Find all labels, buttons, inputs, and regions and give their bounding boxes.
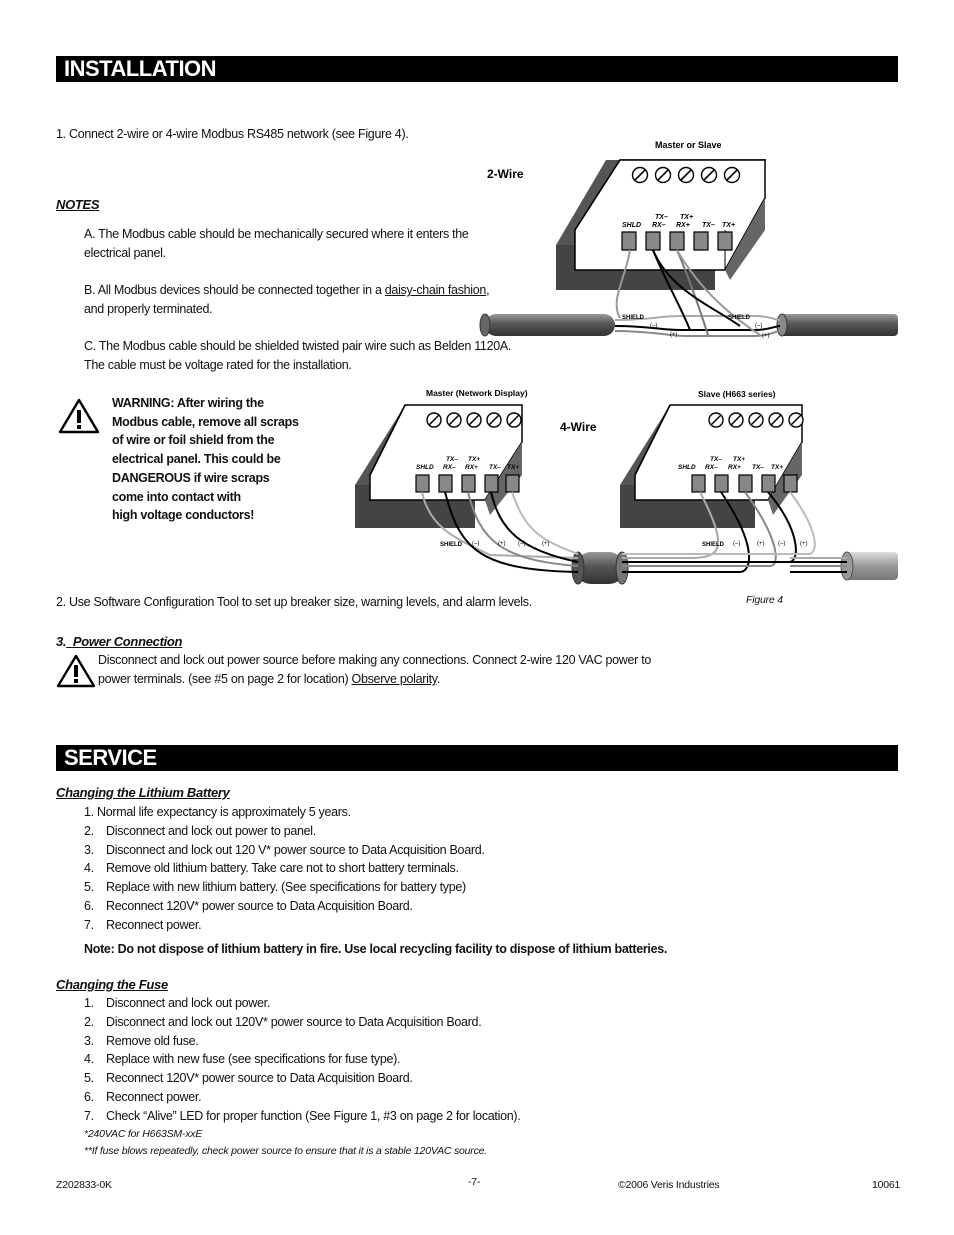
list-item <box>84 994 520 1013</box>
note-b-suffix: , <box>486 283 490 297</box>
step-number: 5. <box>84 880 94 895</box>
warning-line: high voltage conductors! <box>112 508 255 523</box>
power-line2 <box>98 670 440 689</box>
plus-label: (+) <box>757 541 765 547</box>
list-item <box>84 803 485 822</box>
term-tx-plus-top: TX+ <box>680 214 694 221</box>
plus-label: (+) <box>498 541 506 547</box>
cable-4wire-right <box>841 552 898 580</box>
step-number: 2. <box>84 823 94 838</box>
note-c-line2: The cable must be voltage rated for the installation. <box>84 358 352 372</box>
step-number: 5. <box>84 1071 94 1086</box>
warning-block <box>112 394 299 525</box>
list-item <box>84 822 485 841</box>
fuse-step-text: Disconnect and lock out power. <box>106 996 271 1010</box>
note-c-line1: C. The Modbus cable should be shielded twisted pair wire such as Belden 1120A. <box>84 339 512 353</box>
list-item <box>84 1088 520 1107</box>
fuse-step-text: Replace with new fuse (see specifications for fuse type). <box>106 1052 401 1067</box>
power-heading-number: 3. <box>56 634 67 649</box>
warning-line: come into contact with <box>112 489 241 504</box>
step-number: 1. <box>84 996 94 1010</box>
term-rx-minus: RX– <box>443 464 456 471</box>
minus-label: (–) <box>650 323 658 329</box>
master-network-label: Master (Network Display) <box>426 388 528 398</box>
list-item <box>84 878 485 897</box>
battery-step-text: Replace with new lithium battery. (See specifications for battery type) <box>106 880 466 895</box>
step-number: 6. <box>84 898 94 913</box>
list-item <box>84 916 485 935</box>
term-tx-minus-top: TX– <box>446 456 458 463</box>
fuse-steps-list <box>84 994 520 1126</box>
step-2-text: 2. Use Software Configuration Tool to set up breaker size, warning levels, and alarm levels. <box>56 595 532 609</box>
note-a-line2: electrical panel. <box>84 246 166 260</box>
battery-steps-list <box>84 803 485 935</box>
observe-polarity-link[interactable]: Observe polarity <box>351 672 437 686</box>
warning-line: electrical panel. This could be <box>112 452 281 467</box>
term-tx-minus-top: TX– <box>710 456 722 463</box>
minus-label: (–) <box>755 323 763 329</box>
wiring-diagram-figure <box>350 130 900 615</box>
plus-label: (+) <box>670 332 678 338</box>
warning-line: DANGEROUS if wire scraps <box>112 470 270 485</box>
battery-step-text: Disconnect and lock out power to panel. <box>106 823 316 838</box>
service-header-band <box>56 745 898 771</box>
footnote-fuse: **If fuse blows repeatedly, check power source to ensure that it is a stable 120VAC source. <box>84 1145 487 1157</box>
power-line2-prefix: power terminals. (see #5 on page 2 for location) <box>98 672 352 686</box>
step-number: 7. <box>84 917 94 932</box>
term-tx-plus: TX+ <box>722 222 736 229</box>
power-line1: Disconnect and lock out power source before making any connections. Connect 2-wire 120 VAC power to <box>98 653 652 667</box>
two-wire-label: 2-Wire <box>487 167 524 181</box>
list-item <box>84 1107 520 1126</box>
note-b-prefix: B. All Modbus devices should be connected together in a <box>84 283 385 297</box>
note-b-line2: and properly terminated. <box>84 302 213 316</box>
list-item <box>84 1032 520 1051</box>
battery-disposal-note: Note: Do not dispose of lithium battery in fire. Use local recycling facility to dispose of lithium batteries. <box>84 942 668 956</box>
fuse-step-text: Reconnect 120V* power source to Data Acquisition Board. <box>106 1071 413 1086</box>
battery-step-text: Reconnect power. <box>106 917 202 932</box>
shield-label: SHIELD <box>622 315 645 321</box>
installation-header-band <box>56 56 898 82</box>
list-item <box>84 1069 520 1088</box>
term-tx-minus: TX– <box>702 222 715 229</box>
term-rx-plus: RX+ <box>728 464 741 471</box>
term-rx-plus: RX+ <box>465 464 478 471</box>
battery-step-text: Remove old lithium battery. Take care not to short battery terminals. <box>106 861 459 876</box>
plus-label: (+) <box>542 541 550 547</box>
term-rx-minus: RX– <box>652 222 666 229</box>
power-connection-heading <box>56 632 182 651</box>
copyright: ©2006 Veris Industries <box>618 1179 720 1191</box>
step-number: 3. <box>84 1033 94 1048</box>
power-heading-text: Power Connection <box>72 634 183 649</box>
plus-label: (+) <box>800 541 808 547</box>
minus-label: (–) <box>733 541 741 547</box>
footnote-240vac: *240VAC for H663SM-xxE <box>84 1128 203 1140</box>
list-item <box>84 1013 520 1032</box>
term-tx-minus: TX– <box>489 464 501 471</box>
battery-step-text: Disconnect and lock out 120 V* power source to Data Acquisition Board. <box>106 842 485 857</box>
step-number: 2. <box>84 1014 94 1029</box>
minus-label: (–) <box>472 541 480 547</box>
four-wire-label: 4-Wire <box>560 420 597 434</box>
step-1-text: 1. Connect 2-wire or 4-wire Modbus RS485 network (see Figure 4). <box>56 127 409 141</box>
step-number: 6. <box>84 1089 94 1104</box>
footer-code: 10061 <box>872 1179 901 1191</box>
term-tx-minus-top: TX– <box>655 214 668 221</box>
warning-icon <box>58 398 100 434</box>
cable-2wire-left <box>480 314 615 336</box>
shield-label: SHIELD <box>440 542 463 548</box>
step-number: 4. <box>84 1052 94 1067</box>
list-item <box>84 897 485 916</box>
term-tx-plus-top: TX+ <box>733 456 746 463</box>
page-number: -7- <box>468 1176 481 1188</box>
shield-label: SHIELD <box>702 542 725 548</box>
term-tx-plus-top: TX+ <box>468 456 481 463</box>
term-rx-minus: RX– <box>705 464 718 471</box>
term-shld: SHLD <box>622 222 642 229</box>
battery-step-text: 1. Normal life expectancy is approximately 5 years. <box>84 805 351 819</box>
warning-line: WARNING: After wiring the <box>112 396 264 410</box>
warning-icon <box>56 654 96 688</box>
doc-number: Z202833-0K <box>56 1179 112 1191</box>
note-a-line1: A. The Modbus cable should be mechanically secured where it enters the <box>84 227 469 241</box>
step-number: 3. <box>84 842 94 857</box>
service-title: SERVICE <box>64 745 157 770</box>
daisy-chain-link[interactable]: daisy-chain fashion <box>384 283 487 297</box>
term-tx-minus: TX– <box>752 464 764 471</box>
step-number: 7. <box>84 1108 94 1123</box>
term-tx-plus: TX+ <box>507 464 520 471</box>
plus-label: (+) <box>762 333 770 339</box>
term-shld: SHLD <box>678 464 696 471</box>
notes-heading: NOTES <box>56 197 100 212</box>
slave-h663-label: Slave (H663 series) <box>698 389 776 399</box>
power-line2-suffix: . <box>436 672 440 686</box>
fuse-step-text: Check “Alive” LED for proper function (See Figure 1, #3 on page 2 for location). <box>106 1108 521 1123</box>
term-tx-plus: TX+ <box>771 464 784 471</box>
installation-title: INSTALLATION <box>64 56 217 81</box>
master-or-slave-label: Master or Slave <box>655 140 722 150</box>
list-item <box>84 859 485 878</box>
warning-line: of wire or foil shield from the <box>112 433 275 448</box>
warning-line: Modbus cable, remove all scraps <box>112 414 299 429</box>
shield-label: SHIELD <box>728 315 751 321</box>
battery-heading: Changing the Lithium Battery <box>56 785 230 800</box>
term-shld: SHLD <box>416 464 434 471</box>
minus-label: (–) <box>778 541 786 547</box>
battery-step-text: Reconnect 120V* power source to Data Acquisition Board. <box>106 898 413 913</box>
fuse-step-text: Remove old fuse. <box>106 1033 199 1048</box>
figure-caption: Figure 4 <box>746 594 783 606</box>
fuse-step-text: Reconnect power. <box>106 1089 202 1104</box>
fuse-heading: Changing the Fuse <box>56 977 168 992</box>
minus-label: (–) <box>518 541 526 547</box>
list-item <box>84 841 485 860</box>
cable-4wire-middle <box>572 552 628 584</box>
term-rx-plus: RX+ <box>676 222 690 229</box>
fuse-step-text: Disconnect and lock out 120V* power source to Data Acquisition Board. <box>106 1014 482 1029</box>
cable-2wire-right <box>777 314 898 336</box>
step-number: 4. <box>84 861 94 876</box>
list-item <box>84 1050 520 1069</box>
